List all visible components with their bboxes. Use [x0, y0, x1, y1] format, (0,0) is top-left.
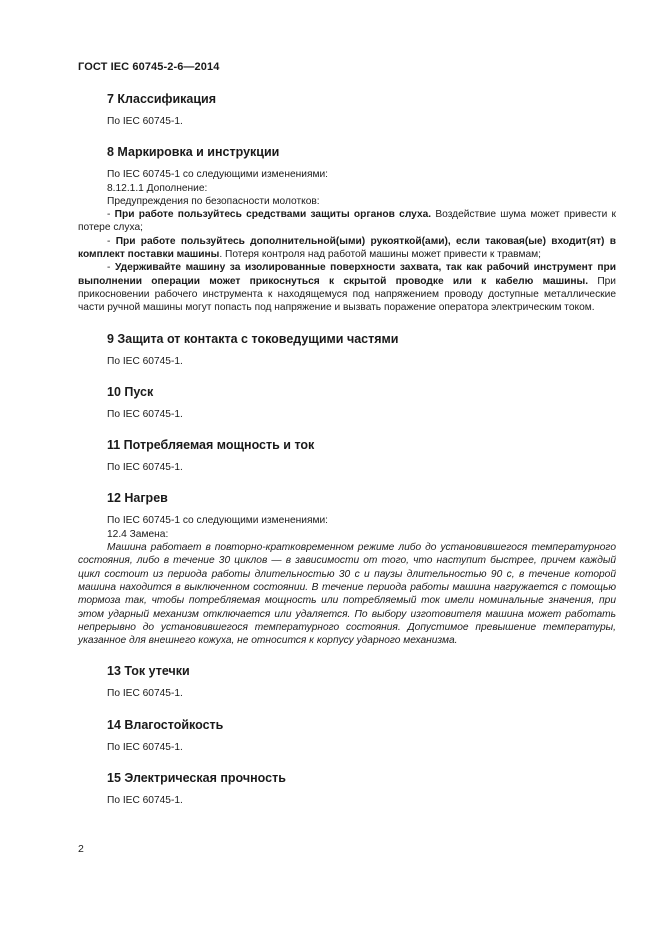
warning-item-insulated: - Удерживайте машину за изолированные поверхности захвата, так как рабочий инструмент при выполнении операции может прикоснуться к скрытой проводке или к кабелю машины. При прикосновении рабочего инструмента к находящемуся под напряжением проводу доступные металлические части ручной машины могут попасть под напряжение и вызвать поражение оператора электрическим током. — [78, 262, 616, 314]
section-13 — [78, 662, 616, 700]
section-9 — [78, 330, 616, 368]
section-14 — [78, 716, 616, 754]
section-8-title: 8 Маркировка и инструкции — [107, 145, 280, 160]
section-7 — [78, 90, 616, 128]
warning-item-hearing: - При работе пользуйтесь средствами защиты органов слуха. Воздействие шума может привести к потере слуха; — [78, 209, 616, 234]
section-15-title: 15 Электрическая прочность — [107, 771, 286, 786]
section-8-lead: Предупреждения по безопасности молотков: — [107, 195, 320, 207]
section-9-ref: По IEC 60745-1. — [107, 355, 183, 367]
document-body — [78, 90, 616, 807]
warning-item-handle-bold: При работе пользуйтесь дополнительной(ыми) рукояткой(ами), если таковая(ые) входит(ят) в комплект поставки машины — [78, 235, 616, 261]
warning-item-insulated-bold: Удерживайте машину за изолированные поверхности захвата, так как рабочий инструмент при выполнении операции может прикоснуться к скрытой проводке или к кабелю машины. — [78, 262, 616, 287]
section-7-ref: По IEC 60745-1. — [107, 116, 183, 127]
section-12 — [78, 489, 616, 647]
section-15-ref: По IEC 60745-1. — [107, 795, 183, 807]
section-11 — [78, 436, 616, 474]
section-12-title: 12 Нагрев — [107, 491, 168, 506]
section-13-ref: По IEC 60745-1. — [107, 688, 183, 700]
section-10 — [78, 383, 616, 421]
warning-item-insulated-text: При прикосновении рабочего инструмента к находящемуся под напряжением проводу доступные металлические части ручной машины могут попасть под напряжение и вызвать поражение оператора электрическим током. — [78, 275, 616, 314]
section-10-title: 10 Пуск — [107, 384, 154, 399]
warning-item-hearing-bold: При работе пользуйтесь средствами защиты органов слуха. — [114, 209, 432, 221]
page-number: 2 — [78, 843, 84, 855]
section-11-ref: По IEC 60745-1. — [107, 462, 183, 474]
section-12-clause: 12.4 Замена: — [107, 528, 169, 540]
section-15 — [78, 769, 616, 807]
warning-item-handle: - При работе пользуйтесь дополнительной(ыми) рукояткой(ами), если таковая(ые) входит(ят) в комплект поставки машины. Потеря контроля над работой машины может привести к травмам; — [78, 235, 616, 261]
section-14-ref: По IEC 60745-1. — [107, 741, 183, 753]
section-12-body: Машина работает в повторно-кратковременном режиме либо до установившегося температурного состояния, либо в течение 30 циклов — в зависимости от того, что наступит быстрее, причем каждый цикл состоит из периода работы длительностью 30 с и паузы длительностью 90 с, в течение которой машина находится в выключенном состоянии. В течение периода работы машина нагружается с помощью тормоза так, чтобы потребляемая мощность или потребляемый ток имели номинальные значения, при этом ударный механизм отключается или удаляется. По выбору изготовителя машина может работать непрерывно до установившегося температурного состояния. Допустимое превышение температуры, указанное для внешнего кожуха, не относится к корпусу ударного механизма. — [78, 542, 616, 647]
section-13-title: 13 Ток утечки — [107, 664, 190, 679]
section-9-title: 9 Защита от контакта с токоведущими частями — [107, 331, 399, 346]
section-8-intro: По IEC 60745-1 со следующими изменениями: — [107, 169, 328, 181]
document-header: ГОСТ IEC 60745-2-6—2014 — [78, 61, 220, 73]
warning-item-handle-text: . Потеря контроля над работой машины может привести к травмам; — [219, 249, 541, 261]
section-7-title: 7 Классификация — [107, 92, 217, 106]
section-14-title: 14 Влагостойкость — [107, 717, 224, 732]
warning-item-hearing-text: Воздействие шума может привести к потере слуха; — [78, 209, 616, 234]
section-12-intro: По IEC 60745-1 со следующими изменениями: — [107, 515, 328, 527]
section-10-ref: По IEC 60745-1. — [107, 408, 183, 420]
section-8 — [78, 143, 616, 314]
section-8-clause: 8.12.1.1 Дополнение: — [107, 182, 208, 194]
section-11-title: 11 Потребляемая мощность и ток — [107, 438, 315, 453]
